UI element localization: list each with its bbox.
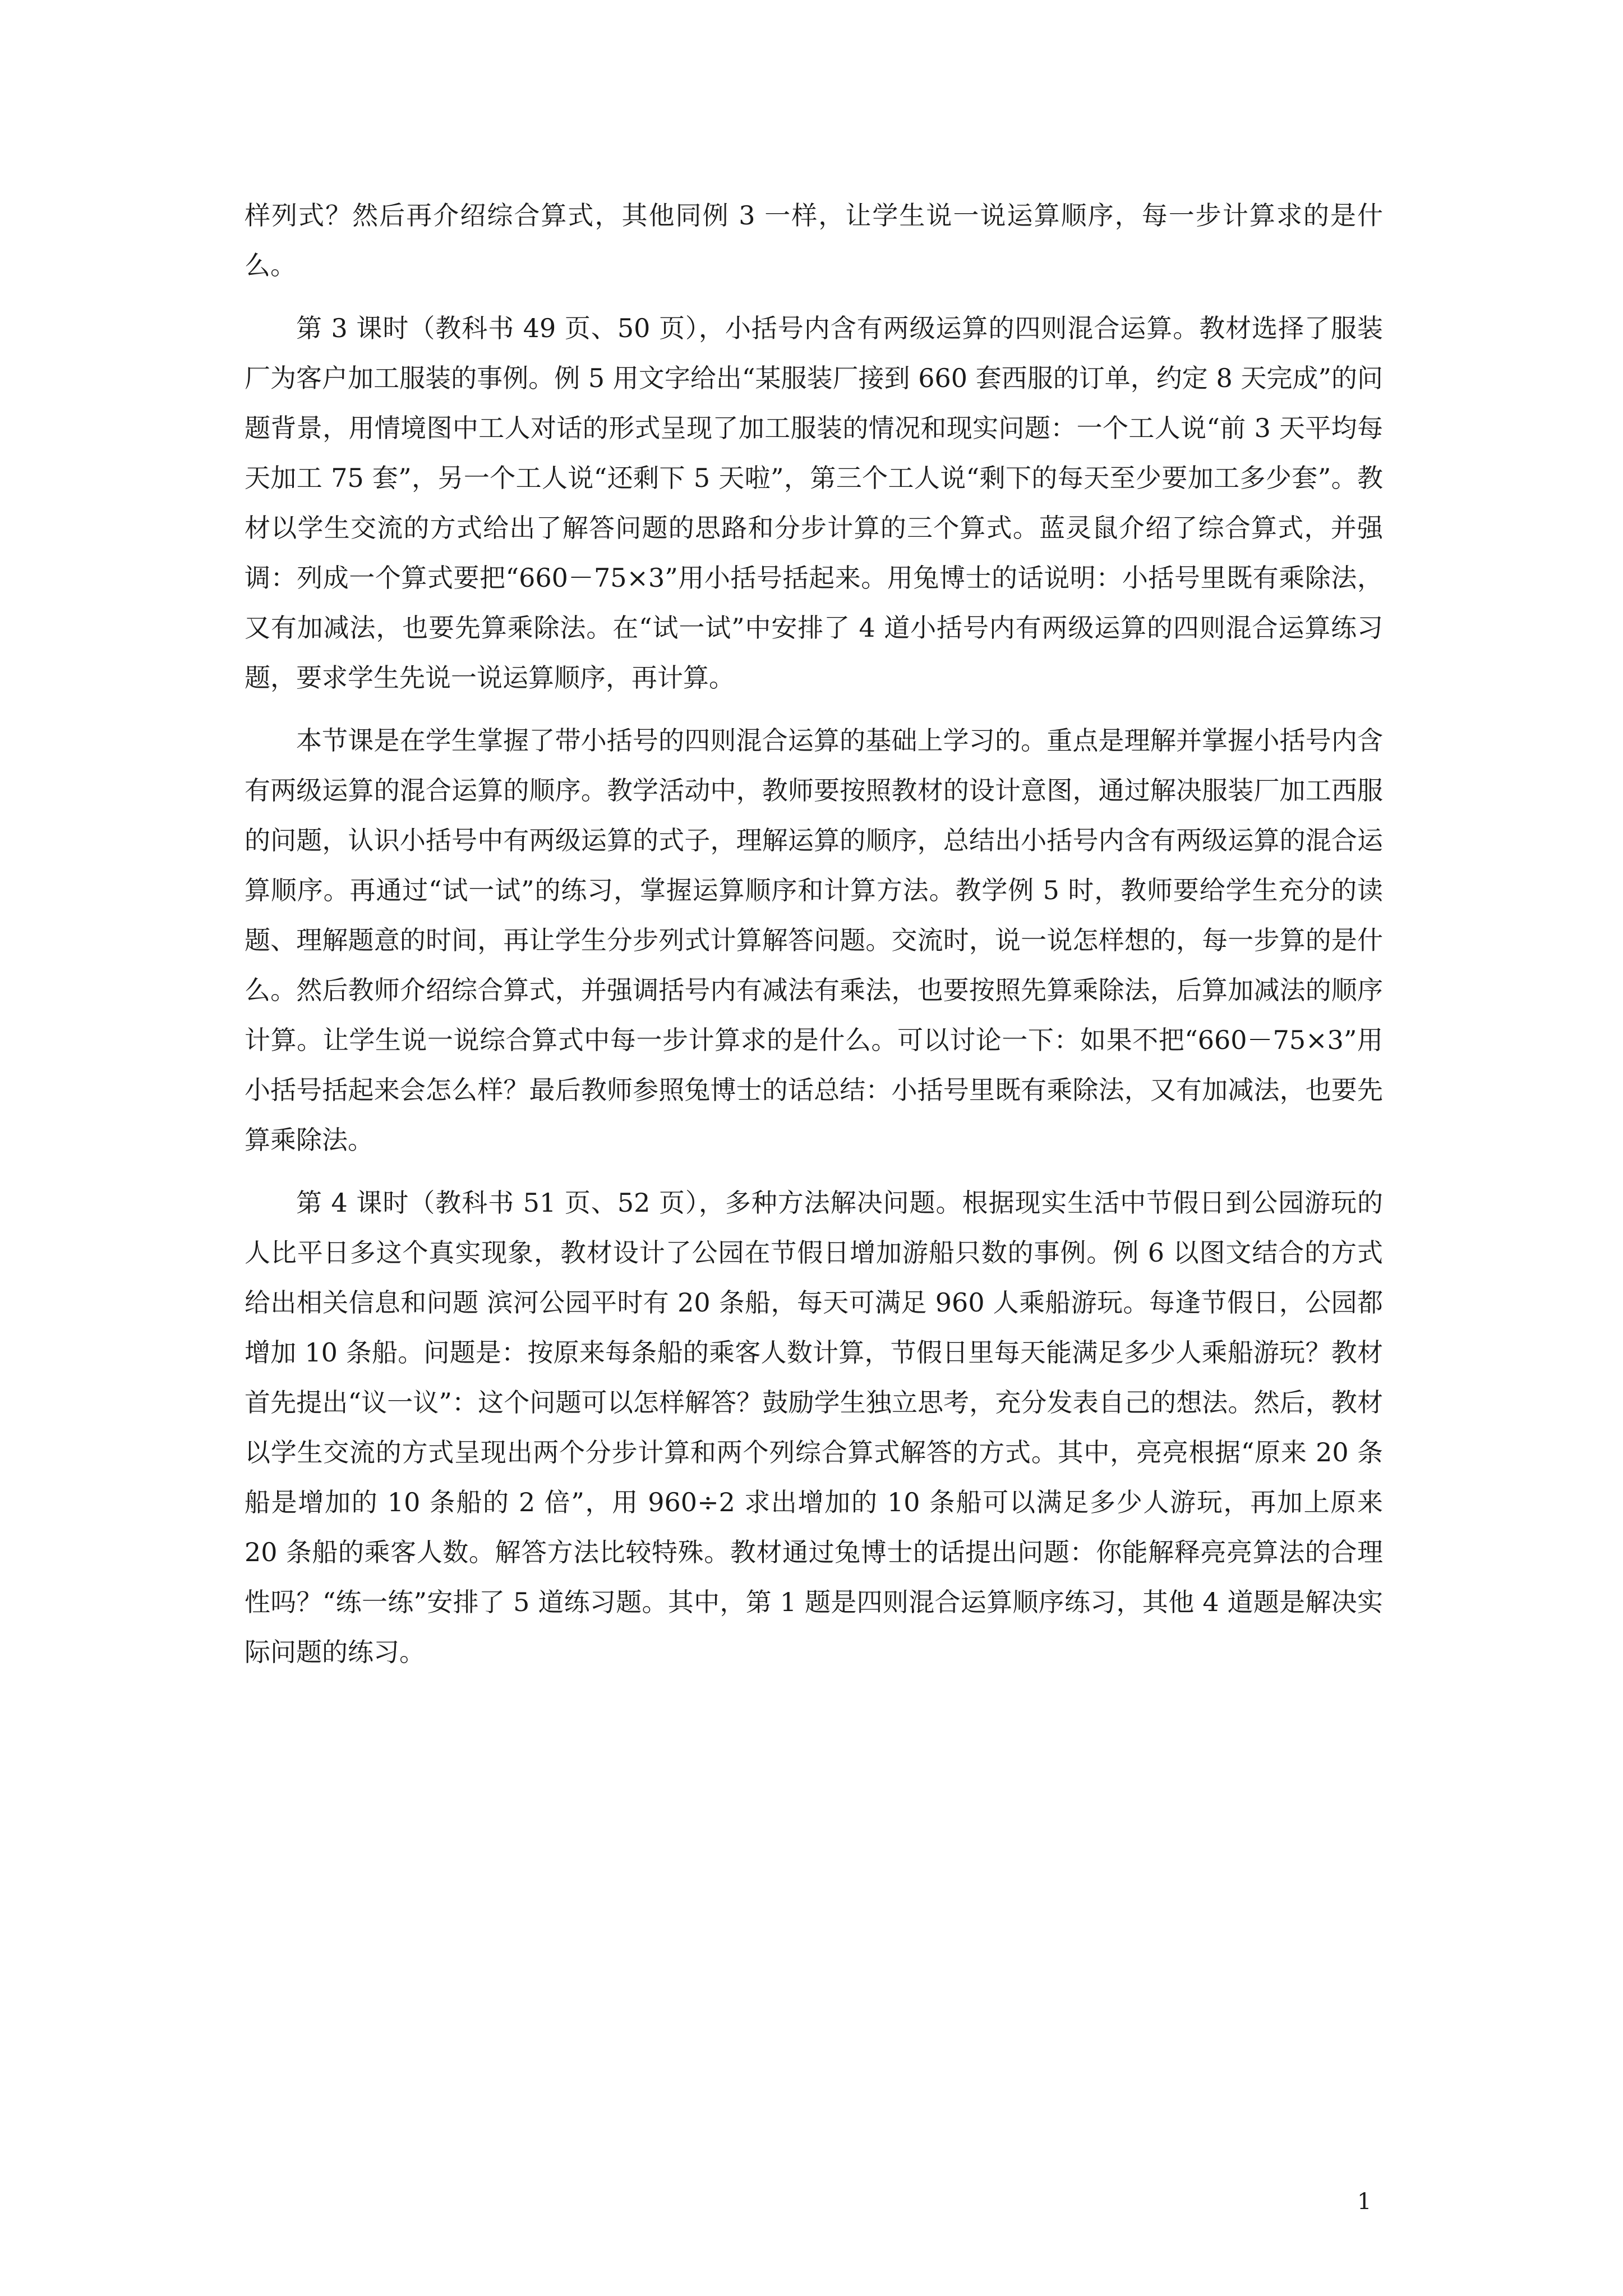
paragraph-lesson-3: 第 3 课时（教科书 49 页、50 页），小括号内含有两级运算的四则混合运算。教材选择了服装厂为客户加工服装的事例。例 5 用文字给出“某服装厂接到 660 套西服的订单，约定 8 天完成”的问题背景，用情境图中工人对话的形式呈现了加工服装的情况和现实问题：一个工人说“前 3 天平均每天加工 75 套”，另一个工人说“还剩下 5 天啦”，第三个工人说“剩下的每天至少要加工多少套”。教材以学生交流的方式给出了解答问题的思路和分步计算的三个算式。蓝灵鼠介绍了综合算式，并强调：列成一个算式要把“660－75×3”用小括号括起来。用兔博士的话说明：小括号里既有乘除法，又有加减法，也要先算乘除法。在“试一试”中安排了 4 道小括号内有两级运算的四则混合运算练习题，要求学生先说一说运算顺序，再计算。: [245, 313, 1383, 693]
document-body: [245, 191, 1383, 1690]
page-number: 1: [1357, 2189, 1372, 2215]
paragraph-lesson-notes: 本节课是在学生掌握了带小括号的四则混合运算的基础上学习的。重点是理解并掌握小括号内含有两级运算的混合运算的顺序。教学活动中，教师要按照教材的设计意图，通过解决服装厂加工西服的问题，认识小括号中有两级运算的式子，理解运算的顺序，总结出小括号内含有两级运算的混合运算顺序。再通过“试一试”的练习，掌握运算顺序和计算方法。教学例 5 时，教师要给学生充分的读题、理解题意的时间，再让学生分步列式计算解答问题。交流时，说一说怎样想的，每一步算的是什么。然后教师介绍综合算式，并强调括号内有减法有乘法，也要按照先算乘除法，后算加减法的顺序计算。让学生说一说综合算式中每一步计算求的是什么。可以讨论一下：如果不把“660－75×3”用小括号括起来会怎么样？最后教师参照兔博士的话总结：小括号里既有乘除法，又有加减法，也要先算乘除法。: [245, 725, 1383, 1155]
paragraph-lesson-4: 第 4 课时（教科书 51 页、52 页），多种方法解决问题。根据现实生活中节假日到公园游玩的人比平日多这个真实现象，教材设计了公园在节假日增加游船只数的事例。例 6 以图文结合的方式给出相关信息和问题 滨河公园平时有 20 条船，每天可满足 960 人乘船游玩。每逢节假日，公园都增加 10 条船。问题是：按原来每条船的乘客人数计算，节假日里每天能满足多少人乘船游玩？教材首先提出“议一议”：这个问题可以怎样解答？鼓励学生独立思考，充分发表自己的想法。然后，教材以学生交流的方式呈现出两个分步计算和两个列综合算式解答的方式。其中，亮亮根据“原来 20 条船是增加的 10 条船的 2 倍”，用 960÷2 求出增加的 10 条船可以满足多少人游玩，再加上原来 20 条船的乘客人数。解答方法比较特殊。教材通过兔博士的话提出问题：你能解释亮亮算法的合理性吗？“练一练”安排了 5 道练习题。其中，第 1 题是四则混合运算顺序练习，其他 4 道题是解决实际问题的练习。: [245, 1188, 1383, 1667]
paragraph-continuation: 样列式？然后再介绍综合算式，其他同例 3 一样，让学生说一说运算顺序，每一步计算求的是什么。: [245, 200, 1383, 280]
